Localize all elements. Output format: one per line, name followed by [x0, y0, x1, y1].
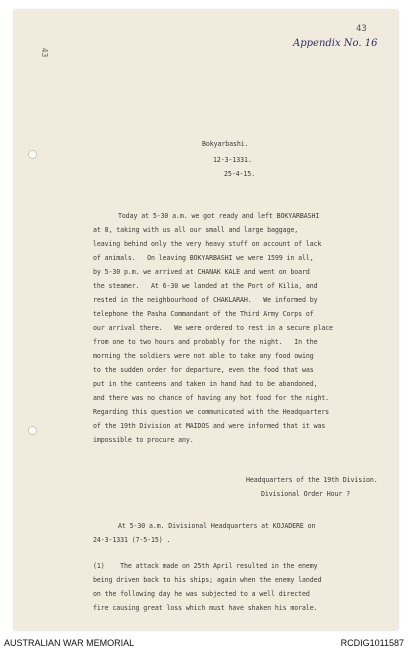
body-line: our arrival there. We were ordered to rest in a secure place — [93, 324, 333, 332]
body-line: leaving behind only the very heavy stuff on account of lack — [93, 240, 322, 248]
body-line: by 5-30 p.m. we arrived at CHANAK KALE and went on board — [93, 268, 310, 276]
body-line: telephone the Pasha Commandant of the Third Army Corps of — [93, 310, 314, 318]
para-line: being driven back to his ships; again when the enemy landed — [93, 576, 322, 584]
body-line: from one to two hours and probably for the night. In the — [93, 338, 318, 346]
appendix-label — [293, 38, 378, 49]
signoff-line-1: Headquarters of the 19th Division. — [246, 476, 378, 484]
body-line: morning the soldiers were not able to take any food owing — [93, 352, 314, 360]
body-line: put in the canteens and taken in hand had to be abandoned, — [93, 380, 318, 388]
heading-place: Bokyarbashi. — [202, 140, 249, 148]
body-line: impossible to procure any. — [93, 436, 194, 444]
body-line: at 8, taking with us all our small and large baggage, — [93, 226, 299, 234]
para-line: (1) The attack made on 25th April resulted in the enemy — [93, 562, 318, 570]
footer-credit: AUSTRALIAN WAR MEMORIAL — [4, 638, 135, 648]
body-line: Today at 5-30 a.m. we got ready and left BOKYARBASHI — [118, 212, 320, 220]
punch-hole-bottom — [28, 426, 37, 435]
section2-line-2: 24-3-1331 (7-5-15) . — [93, 536, 171, 544]
footer-record-id: RCDIG1011587 — [340, 638, 404, 648]
section2-line-1: At 5-30 a.m. Divisional Headquarters at KOJADERE on — [118, 522, 316, 530]
appendix-label-text: Appendix No. — [293, 38, 362, 49]
body-line: rested in the neighbourhood of CHAKLARAH. We informed by — [93, 296, 318, 304]
folio-rotated: 43 — [40, 47, 50, 58]
body-line: the steamer. At 6-30 we landed at the Port of Kilia, and — [93, 282, 318, 290]
folio-stamp: 43 — [356, 24, 367, 34]
heading-date-turkish: 12-3-1331. — [213, 156, 252, 164]
punch-hole-top — [28, 150, 37, 159]
document-page — [14, 10, 398, 630]
appendix-number: 16 — [364, 38, 378, 49]
heading-date-gregorian: 25-4-15. — [224, 170, 255, 178]
body-line: and there was no chance of having any hot food for the night. — [93, 394, 330, 402]
para-line: on the following day he was subjected to a well directed — [93, 590, 310, 598]
body-line: Regarding this question we communicated with the Headquarters — [93, 408, 330, 416]
body-line: of animals. On leaving BOKYARBASHI we were 1599 in all, — [93, 254, 314, 262]
signoff-line-2: Divisional Order Hour ? — [261, 490, 351, 498]
body-line: to the sudden order for departure, even the food that was — [93, 366, 314, 374]
body-line: of the 19th Division at MAIDOS and were informed that it was — [93, 422, 326, 430]
para-line: fire causing great loss which must have shaken his morale. — [93, 604, 318, 612]
